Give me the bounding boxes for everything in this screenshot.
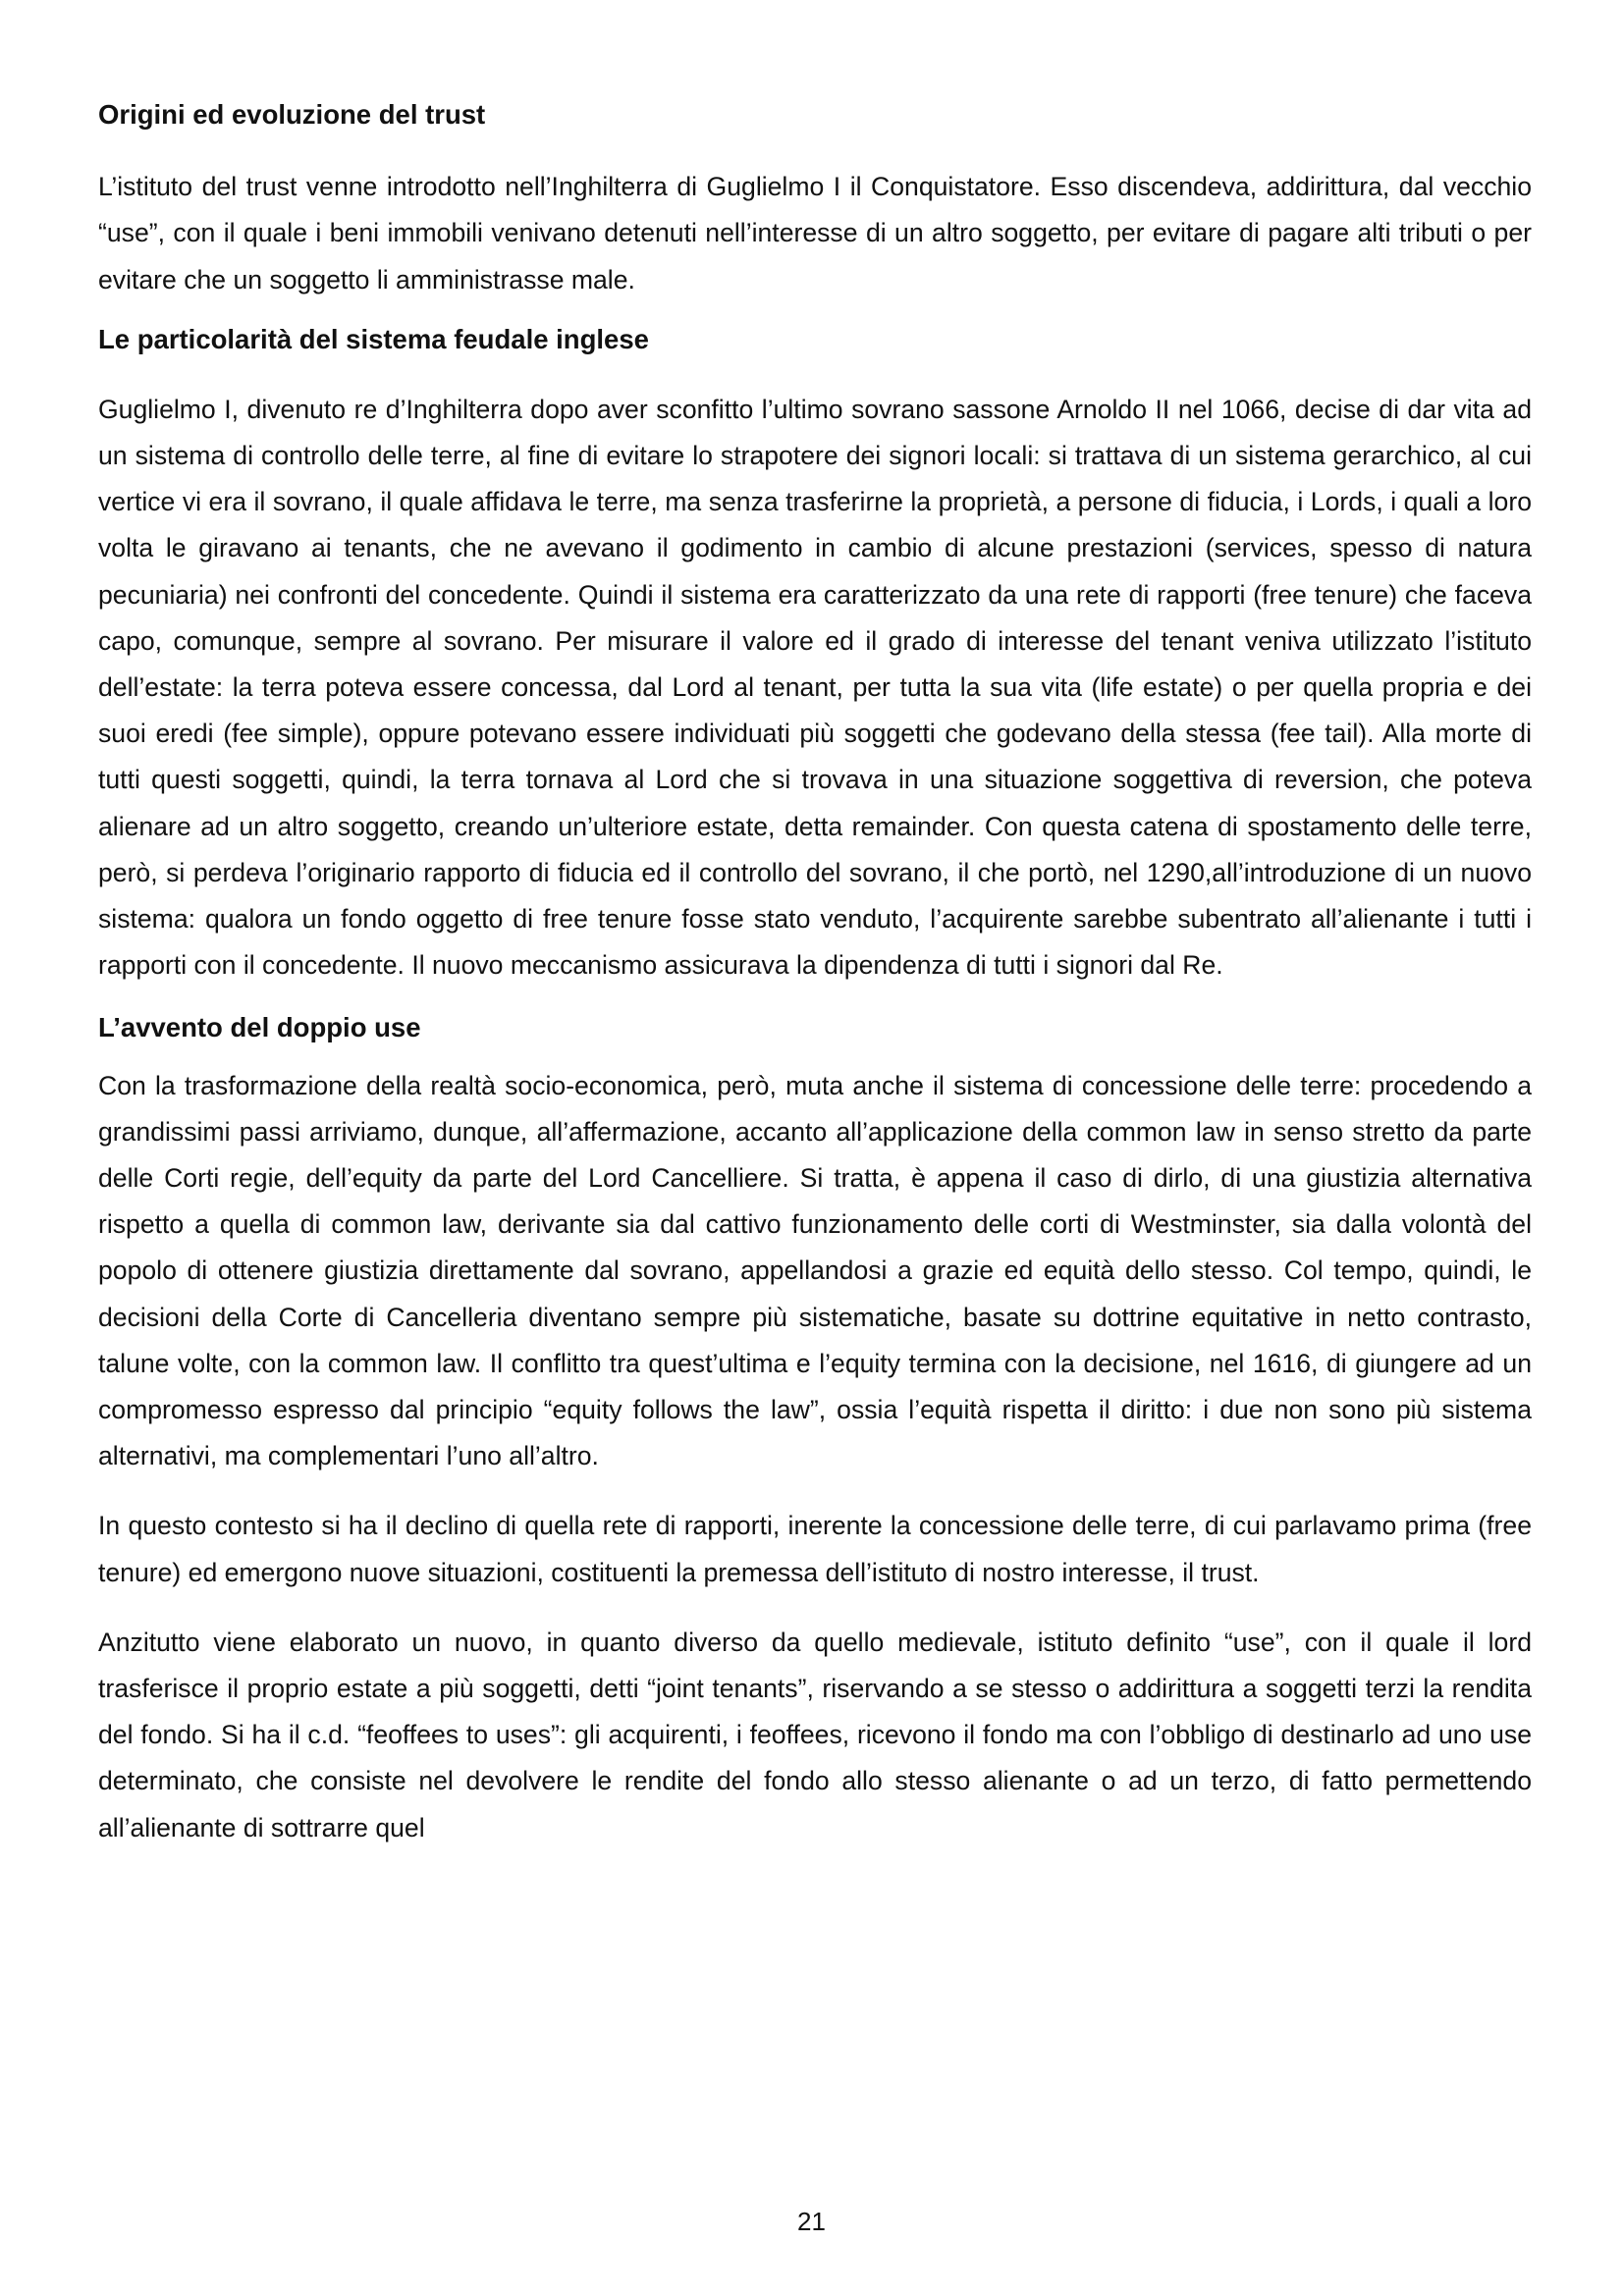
section-heading-sistema-feudale: Le particolarità del sistema feudale inglese xyxy=(98,323,649,354)
section-heading-origini: Origini ed evoluzione del trust xyxy=(98,99,486,130)
paragraph-sistema-feudale-1: Guglielmo I, divenuto re d’Inghilterra dopo aver sconfitto l’ultimo sovrano sassone Arnoldo II nel 1066, decise di dar vita ad un sistema di controllo delle terre, al fine di evitare lo strapotere dei signori locali: si trattava di un sistema gerarchico, al cui vertice vi era il sovrano, il quale affidava le terre, ma senza trasferirne la proprietà, a persone di fiducia, i Lords, i quali a loro volta le giravano ai tenants, che ne avevano il godimento in cambio di alcune prestazioni (services, spesso di natura pecuniaria) nei confronti del concedente. Quindi il sistema era caratterizzato da una rete di rapporti (free tenure) che faceva capo, comunque, sempre al sovrano. Per misurare il valore ed il grado di interesse del tenant veniva utilizzato l’istituto dell’estate: la terra poteva essere concessa, dal Lord al tenant, per tutta la sua vita (life estate) o per quella propria e dei suoi eredi (fee simple), oppure potevano essere individuati più soggetti che godevano della stessa (fee tail). Alla morte di tutti questi soggetti, quindi, la terra tornava al Lord che si trovava in una situazione soggettiva di reversion, che poteva alienare ad un altro soggetto, creando un’ulteriore estate, detta remainder. Con questa catena di spostamento delle terre, però, si perdeva l’originario rapporto di fiducia ed il controllo del sovrano, il che portò, nel 1290,all’introduzione di un nuovo sistema: qualora un fondo oggetto di free tenure fosse stato venduto, l’acquirente sarebbe subentrato all’alienante i tutti i rapporti con il concedente. Il nuovo meccanismo assicurava la dipendenza di tutti i signori dal Re. xyxy=(98,394,1532,981)
paragraph-doppio-use-1: Con la trasformazione della realtà socio-economica, però, muta anche il sistema di concessione delle terre: procedendo a grandissimi passi arriviamo, dunque, all’affermazione, accanto all’applicazione della common law in senso stretto da parte delle Corti regie, dell’equity da parte del Lord Cancelliere. Si tratta, è appena il caso di dirlo, di una giustizia alternativa rispetto a quella di common law, derivante sia dal cattivo funzionamento delle corti di Westminster, sia dalla volontà del popolo di ottenere giustizia direttamente dal sovrano, appellandosi a grazie ed equità dello stesso. Col tempo, quindi, le decisioni della Corte di Cancelleria diventano sempre più sistematiche, basate su dottrine equitative in netto contrasto, talune volte, con la common law. Il conflitto tra quest’ultima e l’equity termina con la decisione, nel 1616, di giungere ad un compromesso espresso dal principio “equity follows the law”, ossia l’equità rispetta il diritto: i due non sono più sistema alternativi, ma complementari l’uno all’altro. xyxy=(98,1070,1532,1471)
section-heading-doppio-use: L’avvento del doppio use xyxy=(98,1011,421,1042)
document-page xyxy=(98,96,1532,1851)
page-number: 21 xyxy=(797,2207,826,2236)
paragraph-doppio-use-3: Anzitutto viene elaborato un nuovo, in quanto diverso da quello medievale, istituto definito “use”, con il quale il lord trasferisce il proprio estate a più soggetti, detti “joint tenants”, riservando a se stesso o addirittura a soggetti terzi la rendita del fondo. Si ha il c.d. “feoffees to uses”: gli acquirenti, i feoffees, ricevono il fondo ma con l’obbligo di destinarlo ad uno use determinato, che consiste nel devolvere le rendite del fondo allo stesso alienante o ad un terzo, di fatto permettendo all’alienante di sottrarre quel xyxy=(98,1627,1532,1842)
paragraph-origini-1: L’istituto del trust venne introdotto nell’Inghilterra di Guglielmo I il Conquistatore. Esso discendeva, addirittura, dal vecchio “use”, con il quale i beni immobili venivano detenuti nell’interesse di un altro soggetto, per evitare di pagare alti tributi o per evitare che un soggetto li amministrasse male. xyxy=(98,172,1532,294)
paragraph-doppio-use-2: In questo contesto si ha il declino di quella rete di rapporti, inerente la concessione delle terre, di cui parlavamo prima (free tenure) ed emergono nuove situazioni, costituenti la premessa dell’istituto di nostro interesse, il trust. xyxy=(98,1511,1532,1587)
